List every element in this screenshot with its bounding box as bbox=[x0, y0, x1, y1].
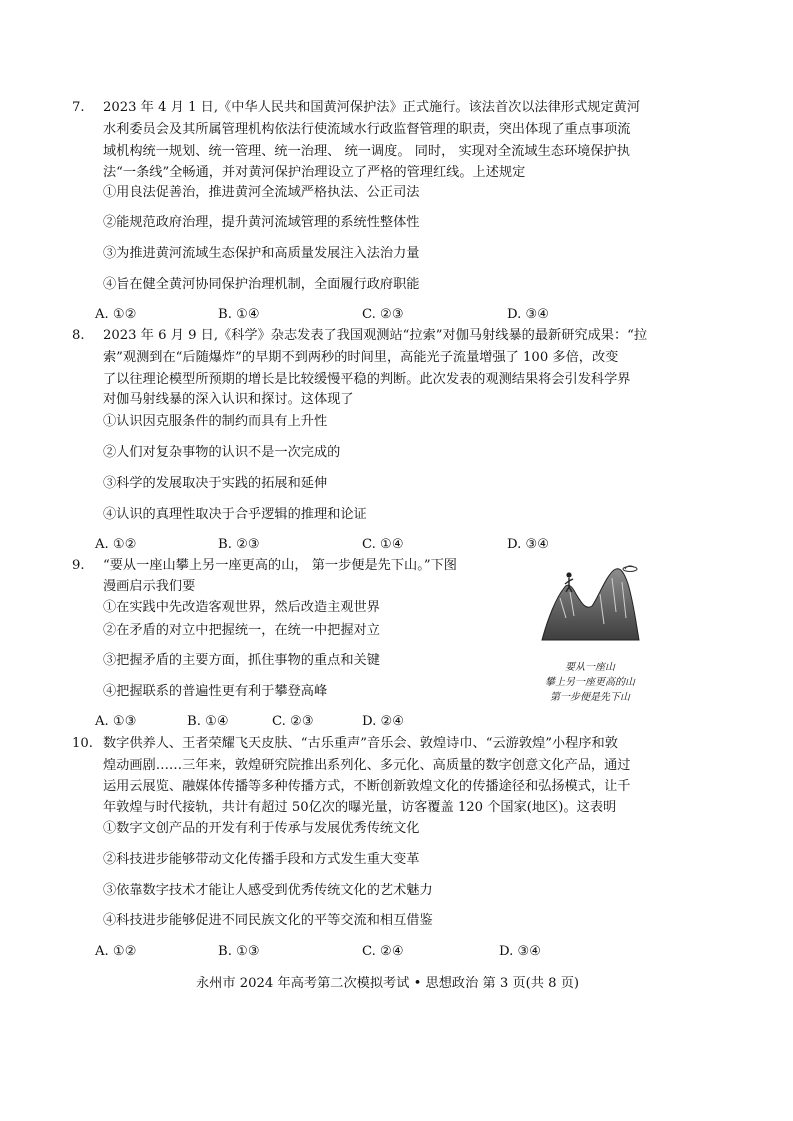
option-statement: ②在矛盾的对立中把握统一，在统一中把握对立 bbox=[103, 623, 380, 638]
option-statement: ④把握联系的普遍性更有利于攀登高峰 bbox=[103, 684, 328, 699]
option-statement: ②科技进步能够带动文化传播手段和方式发生重大变革 bbox=[103, 852, 420, 867]
option-statement: ②人们对复杂事物的认识不是一次完成的 bbox=[103, 445, 341, 460]
answer-choice-a: A. ①③ bbox=[95, 714, 137, 729]
answer-choice-d: D. ③④ bbox=[507, 307, 550, 322]
answer-choice-c: C. ②③ bbox=[362, 307, 404, 322]
option-statement: ③依靠数字技术才能让人感受到优秀传统文化的艺术魅力 bbox=[103, 883, 433, 898]
question-stem-line: “要从一座山攀上另一座更高的山， 第一步便是先下山。”下图 bbox=[103, 558, 457, 573]
question-number: 10. bbox=[72, 736, 93, 751]
question-stem-line: 2023 年 4 月 1 日,《中华人民共和国黄河保护法》正式施行。该法首次以法律形式规定黄河 bbox=[103, 100, 641, 115]
question-stem-line: 漫画启示我们要 bbox=[103, 579, 196, 594]
question-number: 9. bbox=[72, 558, 85, 573]
question-stem-line: 了以往理论模型所预期的增长是比较缓慢平稳的判断。此次发表的观测结果将会引发科学界 bbox=[103, 372, 631, 387]
option-statement: ①在实践中先改造客观世界，然后改造主观世界 bbox=[103, 600, 380, 615]
mountain-illustration bbox=[540, 558, 640, 646]
answer-choice-b: B. ①④ bbox=[187, 714, 229, 729]
answer-choice-d: D. ③④ bbox=[499, 944, 542, 959]
option-statement: ④科技进步能够促进不同民族文化的平等交流和相互借鉴 bbox=[103, 913, 433, 928]
answer-choice-c: C. ②④ bbox=[362, 944, 404, 959]
cartoon-caption-line: 攀上另一座更高的山 bbox=[545, 677, 635, 688]
cartoon-caption-line: 要从一座山 bbox=[565, 662, 615, 673]
option-statement: ②能规范政府治理，提升黄河流域管理的系统性整体性 bbox=[103, 215, 420, 230]
answer-choice-a: A. ①② bbox=[95, 537, 137, 552]
question-stem-line: 年敦煌与时代接轨，共计有超过 50亿次的曝光量，访客覆盖 120 个国家(地区)。这表明 bbox=[103, 800, 617, 815]
option-statement: ③科学的发展取决于实践的拓展和延伸 bbox=[103, 476, 328, 491]
answer-choice-b: B. ②③ bbox=[218, 537, 260, 552]
answer-choice-b: B. ①④ bbox=[218, 307, 260, 322]
question-stem-line: 2023 年 6 月 9 日,《科学》杂志发表了我国观测站“拉索”对伽马射线暴的最新研究成果：“拉 bbox=[103, 328, 648, 343]
question-number: 7. bbox=[72, 100, 85, 115]
question-stem-line: 法“一条线”全畅通，并对黄河保护治理设立了严格的管理红线。上述规定 bbox=[103, 165, 526, 180]
page-footer: 永州市 2024 年高考第二次模拟考试 • 思想政治 第 3 页(共 8 页) bbox=[196, 976, 580, 991]
answer-choice-a: A. ①② bbox=[95, 944, 137, 959]
option-statement: ①用良法促善治，推进黄河全流域严格执法、公正司法 bbox=[103, 185, 420, 200]
option-statement: ④旨在健全黄河协同保护治理机制，全面履行政府职能 bbox=[103, 277, 420, 292]
question-stem-line: 煌动画剧……三年来，敦煌研究院推出系列化、多元化、高质量的数字创意文化产品，通过 bbox=[103, 758, 631, 773]
question-stem-line: 水利委员会及其所属管理机构依法行使流域水行政监督管理的职责，突出体现了重点事项流 bbox=[103, 122, 631, 137]
question-stem-line: 对伽马射线暴的深入认识和探讨。这体现了 bbox=[103, 392, 354, 407]
question-stem-line: 域机构统一规划、统一管理、统一治理、 统一调度。 同时， 实现对全流域生态环境保护执 bbox=[103, 144, 630, 159]
option-statement: ③为推进黄河流域生态保护和高质量发展注入法治力量 bbox=[103, 246, 420, 261]
option-statement: ①数字文创产品的开发有利于传承与发展优秀传统文化 bbox=[103, 821, 420, 836]
mountain-cartoon bbox=[540, 558, 640, 710]
answer-choice-b: B. ①③ bbox=[218, 944, 260, 959]
answer-choice-a: A. ①② bbox=[95, 307, 137, 322]
option-statement: ③把握矛盾的主要方面，抓住事物的重点和关键 bbox=[103, 653, 380, 668]
question-stem-line: 索”观测到在“后随爆炸”的早期不到两秒的时间里，高能光子流量增强了 100 多倍，改变 bbox=[103, 350, 619, 365]
answer-choice-d: D. ②④ bbox=[362, 714, 405, 729]
option-statement: ①认识因克服条件的制约而具有上升性 bbox=[103, 414, 328, 429]
option-statement: ④认识的真理性取决于合乎逻辑的推理和论证 bbox=[103, 507, 367, 522]
question-stem-line: 运用云展览、融媒体传播等多种传播方式，不断创新敦煌文化的传播途径和弘扬模式，让千 bbox=[103, 779, 631, 794]
cartoon-caption-line: 第一步便是先下山 bbox=[550, 692, 630, 703]
answer-choice-c: C. ①④ bbox=[362, 537, 404, 552]
answer-choice-c: C. ②③ bbox=[272, 714, 314, 729]
question-number: 8. bbox=[72, 328, 85, 343]
answer-choice-d: D. ③④ bbox=[507, 537, 550, 552]
question-stem-line: 数字供养人、王者荣耀飞天皮肤、“古乐重声”音乐会、敦煌诗巾、“云游敦煌”小程序和敦 bbox=[103, 736, 618, 751]
